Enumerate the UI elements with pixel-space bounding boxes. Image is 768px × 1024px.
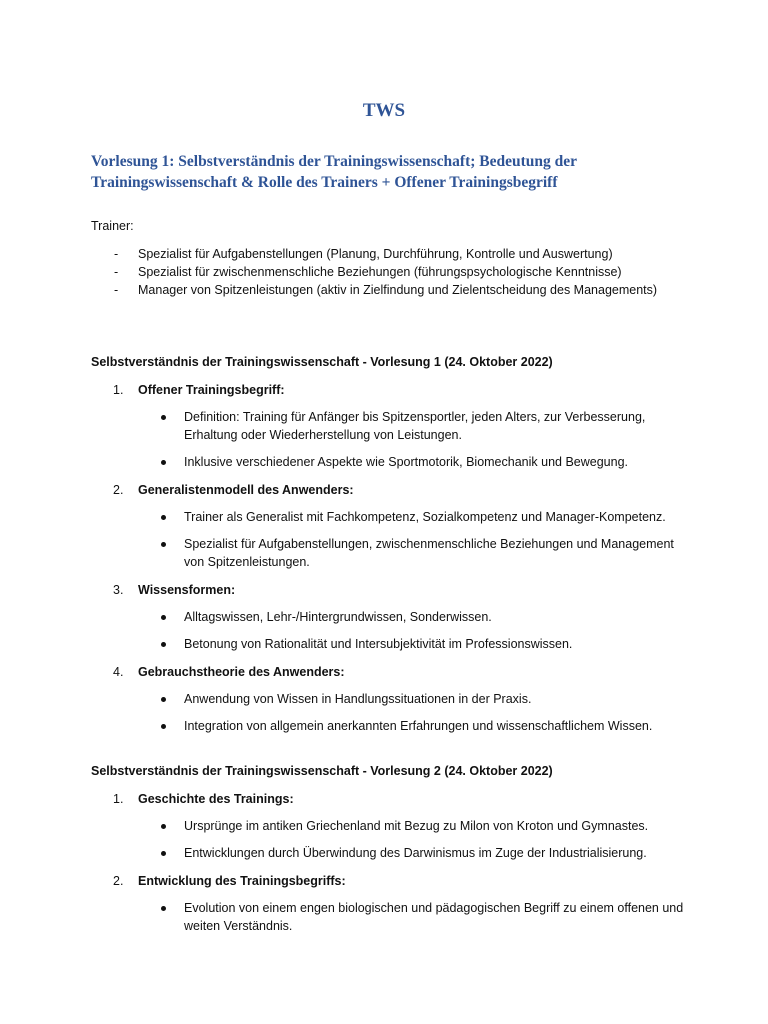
bullet-list xyxy=(91,690,691,735)
bullet-item: Alltagswissen, Lehr-/Hintergrundwissen, Sonderwissen. xyxy=(91,608,684,626)
trainer-role-item: - Spezialist für Aufgabenstellungen (Planung, Durchführung, Kontrolle und Auswertung) xyxy=(114,247,613,261)
section-title: Selbstverständnis der Trainingswissenschaft - Vorlesung 2 (24. Oktober 2022) xyxy=(91,764,553,778)
trainer-label: Trainer: xyxy=(91,219,134,233)
trainer-role-list xyxy=(91,245,657,299)
bullet-list xyxy=(91,817,691,862)
bullet-dot-icon xyxy=(161,542,166,547)
bullet-item: Anwendung von Wissen in Handlungssituationen in der Praxis. xyxy=(91,690,684,708)
bullet-dot-icon xyxy=(161,906,166,911)
bullet-item: Definition: Training für Anfänger bis Spitzensportler, jeden Alters, zur Verbesserung, Erhaltung oder Wiederherstellung von Leistungen. xyxy=(91,408,684,444)
bullet-dot-icon xyxy=(161,824,166,829)
lecture-section-1 xyxy=(91,353,691,735)
lecture-heading: Vorlesung 1: Selbstverständnis der Trainingswissenschaft; Bedeutung der Trainingswissenschaft & Rolle des Trainers + Offener Trainingsbegriff xyxy=(91,153,577,191)
bullet-item: Ursprünge im antiken Griechenland mit Bezug zu Milon von Kroton und Gymnastes. xyxy=(91,817,684,835)
topic-heading: 1. Offener Trainingsbegriff: xyxy=(113,383,285,397)
bullet-dot-icon xyxy=(161,460,166,465)
topic xyxy=(91,663,691,735)
bullet-list xyxy=(91,608,691,653)
bullet-item: Betonung von Rationalität und Intersubjektivität im Professionswissen. xyxy=(91,635,684,653)
topic xyxy=(91,381,691,471)
document-title: TWS xyxy=(362,100,406,121)
section-title: Selbstverständnis der Trainingswissenschaft - Vorlesung 1 (24. Oktober 2022) xyxy=(91,355,553,369)
bullet-dot-icon xyxy=(161,724,166,729)
bullet-list xyxy=(91,408,691,471)
topic xyxy=(91,872,691,935)
trainer-role-item: - Manager von Spitzenleistungen (aktiv in Zielfindung und Zielentscheidung des Managements) xyxy=(114,283,658,297)
bullet-dot-icon xyxy=(161,642,166,647)
bullet-item: Trainer als Generalist mit Fachkompetenz, Sozialkompetenz und Manager-Kompetenz. xyxy=(91,508,684,526)
topic xyxy=(91,790,691,862)
topic-heading: 4. Gebrauchstheorie des Anwenders: xyxy=(113,665,345,679)
bullet-item: Evolution von einem engen biologischen und pädagogischen Begriff zu einem offenen und weiten Verständnis. xyxy=(91,899,684,935)
topic-heading: 2. Entwicklung des Trainingsbegriffs: xyxy=(113,874,346,888)
bullet-dot-icon xyxy=(161,697,166,702)
topic-heading: 3. Wissensformen: xyxy=(113,583,236,597)
bullet-item: Integration von allgemein anerkannten Erfahrungen und wissenschaftlichem Wissen. xyxy=(91,717,684,735)
bullet-item: Inklusive verschiedener Aspekte wie Sportmotorik, Biomechanik und Bewegung. xyxy=(91,453,684,471)
topic xyxy=(91,581,691,653)
bullet-dot-icon xyxy=(161,415,166,420)
trainer-role-item: - Spezialist für zwischenmenschliche Beziehungen (führungspsychologische Kenntnisse) xyxy=(114,265,622,279)
bullet-item: Entwicklungen durch Überwindung des Darwinismus im Zuge der Industrialisierung. xyxy=(91,844,684,862)
bullet-item: Spezialist für Aufgabenstellungen, zwischenmenschliche Beziehungen und Management von Spitzenleistungen. xyxy=(91,535,684,571)
bullet-dot-icon xyxy=(161,851,166,856)
bullet-list xyxy=(91,508,691,571)
lecture-section-2 xyxy=(91,762,691,935)
topic xyxy=(91,481,691,571)
bullet-dot-icon xyxy=(161,615,166,620)
topic-heading: 2. Generalistenmodell des Anwenders: xyxy=(113,483,354,497)
bullet-list xyxy=(91,899,691,935)
bullet-dot-icon xyxy=(161,515,166,520)
topic-heading: 1. Geschichte des Trainings: xyxy=(113,792,294,806)
